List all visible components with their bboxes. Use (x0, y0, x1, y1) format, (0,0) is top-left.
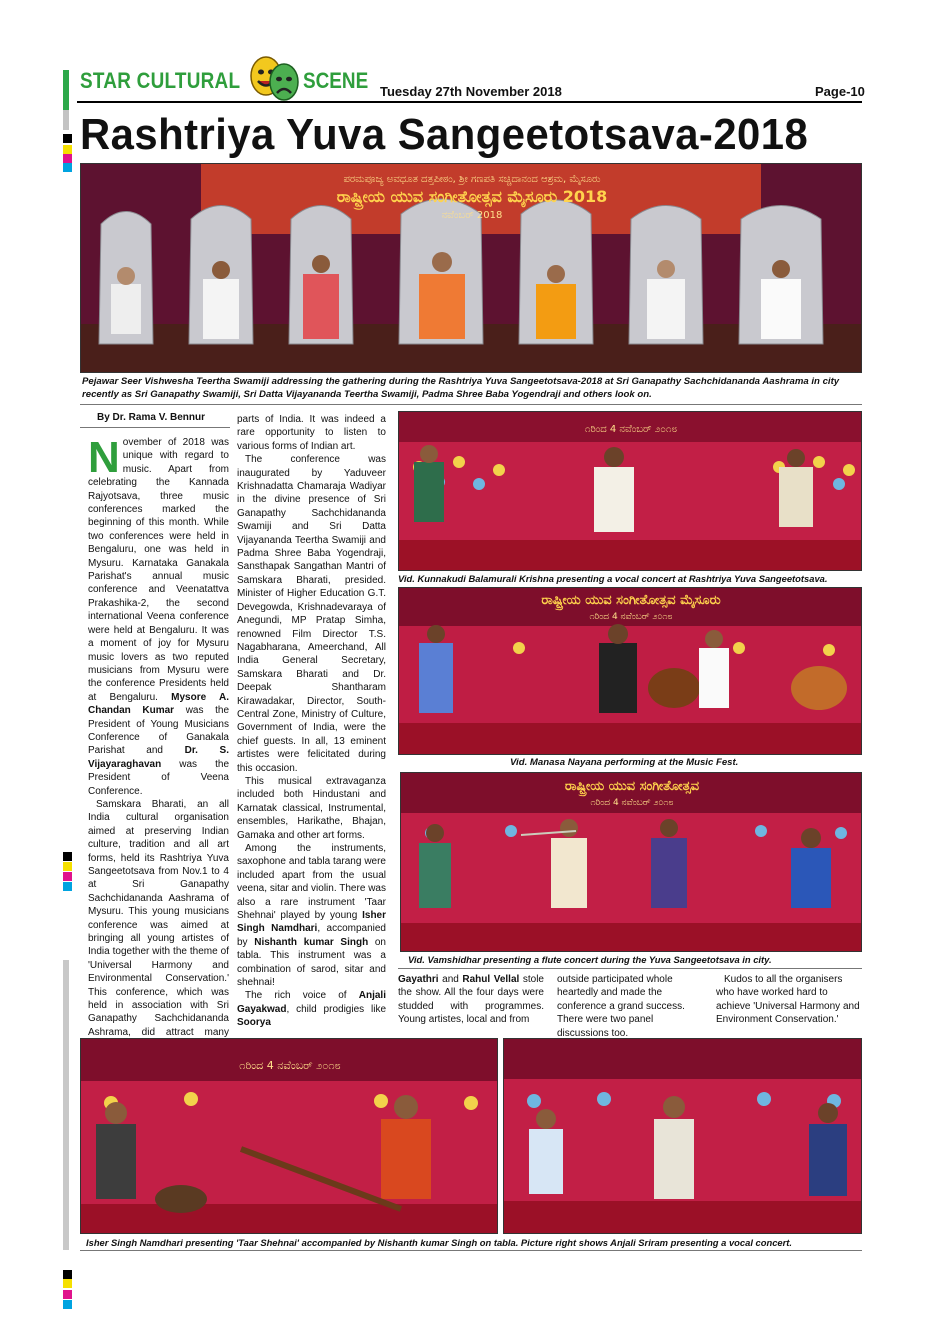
col2-para-4b: , accompanied by (237, 923, 386, 948)
masthead-title-right: SCENE (303, 68, 369, 93)
masthead-rule (77, 101, 862, 103)
photo1-caption: Vid. Kunnakudi Balamurali Krishna presenting a vocal concert at Rashtriya Yuva Sangeetotsava. (398, 573, 828, 584)
flute-concert-illustration (401, 773, 862, 952)
article-column-3 (398, 973, 544, 1027)
registration-mark-yellow (63, 1279, 72, 1288)
article-column-5 (716, 973, 862, 1027)
masthead-accent-bar (63, 70, 69, 110)
col2-para-1: parts of India. It was indeed a rare opportunity to listen to various forms of Indian art. (237, 414, 386, 452)
masthead-title-left: STAR CULTURAL (80, 68, 241, 93)
photo-anjali-sriram (503, 1038, 862, 1234)
banner-line-1: ಪರಮಪೂಜ್ಯ ಅವಧೂತ ದತ್ತಪೀಠಂ, ಶ್ರೀ ಗಣಪತಿ ಸಚ್ಚಿದಾನಂದ ಆಶ್ರಮ, ಮೈಸೂರು (343, 174, 601, 185)
registration-mark-black (63, 134, 72, 143)
photo3-banner-2: ೧ರಿಂದ 4 ನವೆಂಬರ್ ೨೦೧೮ (590, 798, 674, 808)
registration-mark-cyan (63, 163, 72, 172)
registration-mark-cyan (63, 1300, 72, 1309)
bottom-rule (80, 1250, 862, 1251)
photo3-caption: Vid. Vamshidhar presenting a flute concert during the Yuva Sangeetotsava in city. (408, 954, 772, 965)
page-number: Page-10 (815, 84, 865, 99)
col1-bold-name-2: Dr. S. Vijayaraghavan (88, 745, 229, 770)
col1-para-1c: was the President of Veena Conference. (88, 758, 230, 797)
photo-manasa-nayana (398, 587, 862, 755)
stage-dignitaries-illustration (81, 164, 862, 373)
banner-line-3: ನವೆಂಬರ್ 2018 (441, 210, 503, 221)
registration-mark-magenta (63, 872, 72, 881)
col5-para-1: Kudos to all the organisers who have worked hard to achieve 'Universal Harmony and Environment Conservation.' (716, 974, 860, 1026)
bottom-photos-caption: Isher Singh Namdhari presenting 'Taar Shehnai' accompanied by Nishanth kumar Singh on tabla. Picture right shows Anjali Sriram presenting a vocal concert. (86, 1237, 793, 1248)
col1-para-2: Samskara Bharati, an all India cultural organisation aimed at preserving Indian culture, tradition and all art forms, held its Rashtriya Yuva Sangeetotsava from Nov.1 to 4 at Sri Ganapathy Sachchidananda Aashrama of Mysuru. This young musicians conference was aimed at bringing all young artistes of India together with the theme of 'Universal Harmony and Environmental Conservation.' This conference, which was held in association with Sri Ganapathy Sachchidananda Ashrama, did attract many (88, 798, 229, 1038)
banner-line-2: ರಾಷ್ಟ್ರೀಯ ಯುವ ಸಂಗೀತೋತ್ಸವ ಮೈಸೂರು 2018 (336, 187, 608, 206)
col2-bold-name-4: Soorya (237, 1017, 271, 1029)
photo1-banner: ೧ರಿಂದ 4 ನವೆಂಬರ್ ೨೦೧೮ (584, 424, 678, 435)
photo-vocal-concert-kunnakudi (398, 411, 862, 571)
registration-mark-black (63, 1270, 72, 1279)
col4-para-1: outside participated whole heartedly and made the conference a grand success. There were two panel discussions too. (557, 974, 685, 1039)
registration-mark-black (63, 852, 72, 861)
col2-para-3: This musical extravaganza included both Hindustani and Karnatak classical, Instrumental, ensembles, Harikathe, Bhajan, Gamaka and other art forms. (237, 775, 386, 841)
vocal-concert-illustration (399, 412, 862, 571)
article-column-4 (557, 973, 704, 1040)
photo-taar-shehnai (80, 1038, 498, 1234)
theatre-masks-icon (244, 50, 304, 106)
veena-concert-illustration (399, 588, 862, 755)
photo2-banner-2: ೧ರಿಂದ 4 ನವೆಂಬರ್ ೨೦೧೮ (589, 612, 673, 622)
article-column-1 (88, 433, 230, 1053)
anjali-sriram-illustration (504, 1039, 862, 1234)
top-photo-caption: Pejawar Seer Vishwesha Teertha Swamiji addressing the gathering during the Rashtriya Yuva Sangeetotsava-2018 at Sri Ganapathy Sachchidananda Aashrama in city recently as Sri Ganapathy Swamiji, Sri Datta Vijayananda Teertha Swamiji, Padma Shree Baba Yogendraji and others look on. (82, 376, 840, 400)
masthead-accent-bar-grey (63, 110, 69, 130)
taar-shehnai-illustration (81, 1039, 498, 1234)
caption-rule-2 (398, 968, 862, 969)
photo2-banner: ರಾಷ್ಟ್ರೀಯ ಯುವ ಸಂಗೀತೋತ್ಸವ ಮೈಸೂರು (541, 593, 721, 608)
byline: By Dr. Rama V. Bennur (97, 412, 206, 423)
photo3-banner: ರಾಷ್ಟ್ರೀಯ ಯುವ ಸಂಗೀತೋತ್ಸವ (564, 779, 700, 794)
photo4-banner: ೧ರಿಂದ 4 ನವೆಂಬರ್ ೨೦೧೮ (239, 1059, 341, 1072)
col2-bold-name-3: Anjali Gayakwad (237, 990, 386, 1015)
col3-and: and (442, 974, 459, 985)
col2-para-2: The conference was inaugurated by Yaduveer Krishnadatta Chamaraja Wadiyar in the divine presence of Sri Ganapathy Sachchidananda Swamiji and Sri Datta Vijayananda Teertha Swamiji and Padma Shree Baba Yogendraji, Sansthapak Sangathan Mantri of Samskara Bharati, presided. Minister of Higher Education G.T. Devegowda, Krishnadevaraya of Anegundi, MP Pratap Simha, renowned Film Director T.S. Nagabharana, Ameerchand, All India General Secretary, Samskara Bharati and Dr. Deepak Shantharam Kirawadakar, Director, South-Central Zone, Ministry of Culture, Government of India, were the chief guests. In all, 13 eminent artistes were felicitated during this occasion. (237, 454, 386, 774)
col2-para-5: The rich voice of (245, 990, 347, 1002)
col2-para-4: Among the instruments, saxophone and tabla tarang were included apart from the usual veena, sitar and violin. There was also a rare instrument 'Taar Shehnai' played by young (237, 843, 386, 922)
col2-para-5b: , child prodigies like (286, 1003, 386, 1015)
col3-para-1: stole the show. All the four days were studded with programmes. Young artistes, local and from (398, 974, 544, 1026)
registration-mark-magenta (63, 154, 72, 163)
photo-flute-concert-vamshidhar (400, 772, 862, 952)
drop-cap: N (88, 433, 120, 482)
registration-mark-cyan (63, 882, 72, 891)
top-photo-dignitaries (80, 163, 862, 373)
col2-bold-name-1: Isher Singh Namdhari (237, 910, 387, 935)
photo2-caption: Vid. Manasa Nayana performing at the Music Fest. (510, 757, 739, 768)
registration-mark-yellow (63, 862, 72, 871)
issue-date: Tuesday 27th November 2018 (380, 84, 562, 99)
col2-para-4c: on tabla. This instrument was a combination of sarod, sitar and shehnai! (237, 936, 386, 989)
side-grey-bar (63, 960, 69, 1250)
col3-bold-name-1: Gayathri (398, 974, 439, 985)
registration-mark-yellow (63, 145, 72, 154)
col1-bold-name-1: Mysore A. Chandan Kumar (88, 691, 229, 717)
col2-bold-name-2: Nishanth kumar Singh (254, 936, 369, 948)
registration-mark-magenta (63, 1290, 72, 1299)
col1-para-1: ovember of 2018 was unique with regard to music. Apart from celebrating the Kannada Rajyotsava, three music conferences marked the beginning of this month. While two conferences were held in Bengaluru, one was held in Mysuru. Karnataka Ganakala Parishat's annual music conference and Veenatattva Prakashika-2, the second international Veena conference were held at Bengaluru. It was a moment of joy for Mysuru music lovers as two reputed musicians from Mysuru were the conference Presidents held at Bengaluru. (88, 437, 229, 703)
caption-rule (80, 404, 862, 405)
page-headline: Rashtriya Yuva Sangeetotsava-2018 (80, 110, 809, 159)
col1-para-1b: was the President of Young Musicians Conference of Ganakala Parishat and (88, 705, 230, 757)
byline-rule (80, 427, 230, 428)
article-column-2 (237, 413, 386, 1030)
col3-bold-name-2: Rahul Vellal (462, 974, 520, 985)
